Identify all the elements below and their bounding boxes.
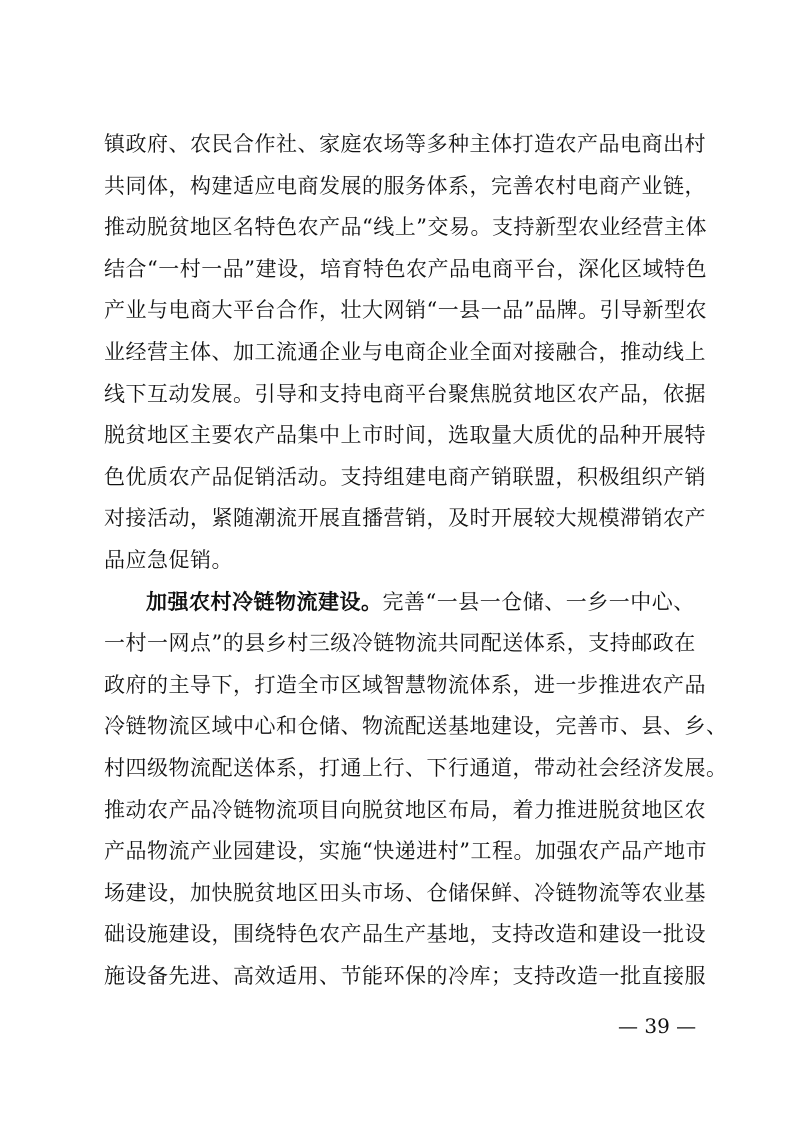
text-line: 产品物流产业园建设，实施“快递进村”工程。加强农产品产地市 — [104, 839, 707, 864]
paragraph-cold-chain — [104, 582, 728, 998]
text-line: 冷链物流区域中心和仓储、物流配送基地建设，完善市、县、乡、 — [104, 714, 728, 739]
paragraph-first-line — [104, 582, 695, 624]
text-line: 施设备先进、高效适用、节能环保的冷库；支持改造一批直接服 — [104, 963, 706, 988]
body-text — [104, 124, 728, 997]
text-line: 一村一网点”的县乡村三级冷链物流共同配送体系，支持邮政在 — [104, 631, 696, 656]
text-line: 对接活动，紧随潮流开展直播营销，及时开展较大规模滞销农产 — [104, 506, 706, 531]
text-line: 业经营主体、加工流通企业与电商企业全面对接融合，推动线上 — [104, 339, 706, 364]
text-run: 完善“一县一仓储、一乡一中心、 — [382, 589, 695, 614]
section-heading: 加强农村冷链物流建设。 — [146, 589, 383, 614]
text-line: 镇政府、农民合作社、家庭农场等多种主体打造农产品电商出村 — [104, 132, 706, 156]
text-line: 结合“一村一品”建设，培育特色农产品电商平台，深化区域特色 — [104, 256, 707, 281]
text-line: 产业与电商大平台合作，壮大网销“一县一品”品牌。引导新型农 — [104, 298, 707, 323]
text-line: 场建设，加快脱贫地区田头市场、仓储保鲜、冷链物流等农业基 — [104, 880, 706, 905]
page-number: — 39 — — [618, 1014, 697, 1038]
text-line: 村四级物流配送体系，打通上行、下行通道，带动社会经济发展。 — [104, 755, 728, 780]
text-line: 推动农产品冷链物流项目向脱贫地区布局，着力推进脱贫地区农 — [104, 797, 706, 822]
text-line: 色优质农产品促销活动。支持组建电商产销联盟，积极组织产销 — [104, 464, 706, 489]
text-line: 脱贫地区主要农产品集中上市时间，选取量大质优的品种开展特 — [104, 423, 706, 448]
text-line: 品应急促销。 — [104, 547, 233, 572]
text-line: 线下互动发展。引导和支持电商平台聚焦脱贫地区农产品，依据 — [104, 381, 706, 406]
text-line: 础设施建设，围绕特色农产品生产基地，支持改造和建设一批设 — [104, 922, 706, 947]
text-line: 政府的主导下，打造全市区域智慧物流体系，进一步推进农产品 — [104, 672, 706, 697]
text-line: 推动脱贫地区名特色农产品“线上”交易。支持新型农业经营主体 — [104, 215, 707, 240]
paragraph-ecommerce — [104, 124, 707, 582]
text-line: 共同体，构建适应电商发展的服务体系，完善农村电商产业链， — [104, 173, 706, 198]
